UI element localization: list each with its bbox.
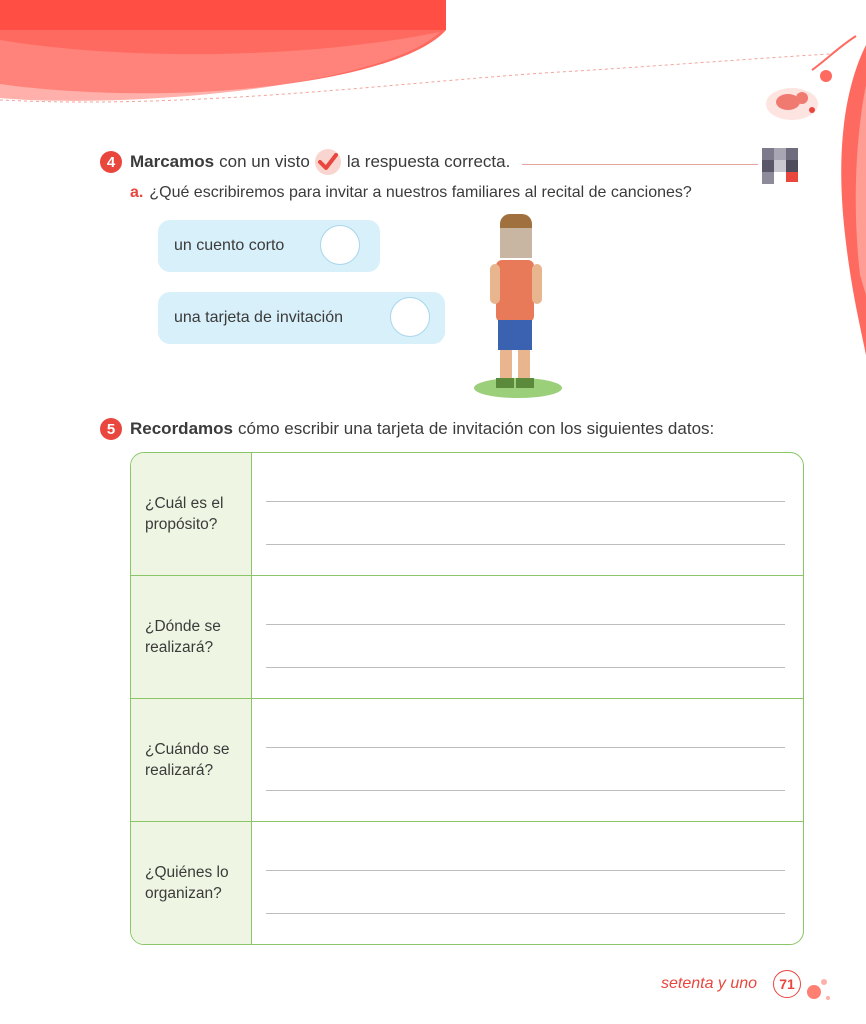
answer-area[interactable] — [252, 699, 803, 821]
writing-line[interactable] — [266, 624, 785, 625]
writing-line[interactable] — [266, 544, 785, 545]
writing-line[interactable] — [266, 667, 785, 668]
label-line: ¿Cuál es el — [145, 495, 224, 512]
checkmark-icon — [315, 149, 341, 175]
section-number-badge: 5 — [100, 418, 122, 440]
answer-area[interactable] — [252, 576, 803, 698]
label-line: propósito? — [145, 516, 218, 533]
section-4-heading — [100, 149, 515, 175]
question-a — [130, 184, 692, 202]
option-tarjeta-invitacion[interactable] — [158, 292, 445, 344]
answer-area[interactable] — [252, 453, 803, 575]
label-line: realizará? — [145, 762, 214, 779]
label-line: realizará? — [145, 639, 214, 656]
writing-line[interactable] — [266, 870, 785, 871]
writing-line[interactable] — [266, 501, 785, 502]
answer-circle[interactable] — [390, 297, 430, 337]
invitation-data-table — [130, 452, 804, 945]
row-label — [131, 699, 252, 821]
table-row — [131, 822, 803, 944]
table-row — [131, 699, 803, 822]
answer-area[interactable] — [252, 822, 803, 944]
option-label: una tarjeta de invitación — [174, 309, 343, 326]
row-label — [131, 576, 252, 698]
writing-line[interactable] — [266, 913, 785, 914]
page-number: 71 — [773, 970, 801, 998]
row-label — [131, 822, 252, 944]
instruction-text: la respuesta correcta. — [346, 152, 511, 171]
table-row — [131, 576, 803, 699]
page-number-text: setenta y uno — [661, 975, 758, 992]
writing-line[interactable] — [266, 747, 785, 748]
person-icon — [756, 144, 804, 188]
label-line: ¿Dónde se — [145, 618, 221, 635]
ribbon-decoration — [816, 25, 866, 365]
label-line: ¿Cuándo se — [145, 741, 230, 758]
divider — [522, 164, 758, 165]
instruction-text: con un visto — [219, 152, 310, 171]
section-number-badge: 4 — [100, 151, 122, 173]
decorative-dots — [800, 970, 836, 1006]
row-label — [131, 453, 252, 575]
option-cuento-corto[interactable] — [158, 220, 380, 272]
question-text: ¿Qué escribiremos para invitar a nuestros familiares al recital de canciones? — [149, 184, 692, 201]
child-illustration — [470, 212, 570, 402]
section-5-heading — [100, 418, 719, 440]
option-label: un cuento corto — [174, 237, 285, 254]
section-verb: Marcamos — [130, 152, 215, 171]
section-verb: Recordamos — [130, 419, 233, 438]
label-line: organizan? — [145, 885, 222, 902]
answer-circle[interactable] — [320, 225, 360, 265]
header-decoration — [0, 0, 866, 130]
writing-line[interactable] — [266, 790, 785, 791]
question-letter: a. — [130, 184, 144, 201]
cow-icon — [762, 82, 822, 122]
instruction-text: cómo escribir una tarjeta de invitación con los siguientes datos: — [237, 419, 715, 438]
label-line: ¿Quiénes lo — [145, 864, 229, 881]
table-row — [131, 453, 803, 576]
